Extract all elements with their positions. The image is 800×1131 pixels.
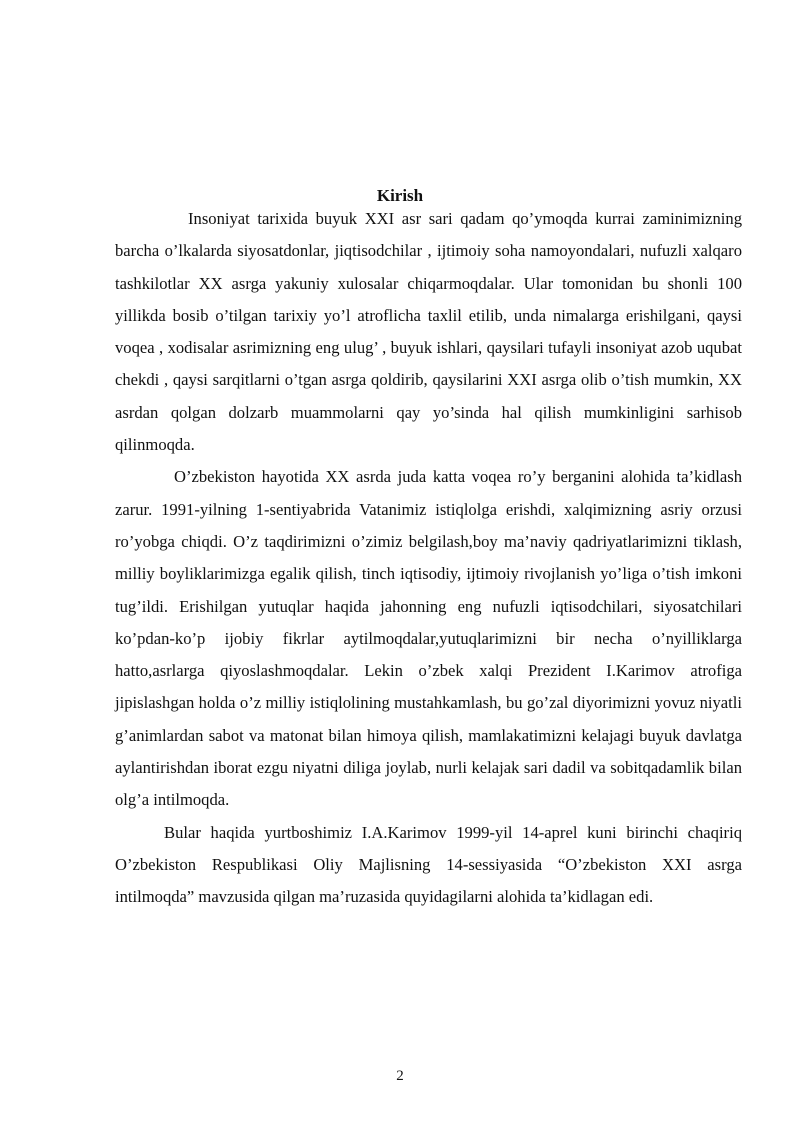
paragraph-intro: Insoniyat tarixida buyuk XXI asr sari qadam qo’ymoqda kurrai zaminimizning barcha o’lkalarda siyosatdonlar, jiqtisodchilar , ijtimoiy soha namoyondalari, nufuzli xalqaro tashkilotlar XX asrga yakuniy xulosalar chiqarmoqdalar. Ular tomonidan bu shonli 100 yillikda bosib o’tilgan tarixiy yo’l atroflicha taxlil etilib, unda nimalarga erishilgani, qaysi voqea , xodisalar asrimizning eng ulug’ , buyuk ishlari, qaysilari tufayli insoniyat azob uqubat chekdi , qaysi sarqitlarni o’tgan asrga qoldirib, qaysilarini XXI asrga olib o’tish mumkin, XX asrdan qolgan dolzarb muammolarni qay yo’sinda hal qilish mumkinligini sarhisob qilinmoqda. xyxy=(115,209,742,455)
paragraph-independence: O’zbekiston hayotida XX asrda juda katta voqea ro’y berganini alohida ta’kidlash zarur. 1991-yilning 1-sentiyabrida Vatanimiz istiqlolga erishdi, xalqimizning asriy orzusi ro’yobga chiqdi. O’z taqdirimizni o’zimiz belgilash,boy ma’naviy qadriyatlarimizni tiklash, milliy boyliklarimizga egalik qilish, tinch iqtisodiy, ijtimoiy rivojlanish yo’liga o’tish imkoni tug’ildi. Erishilgan yutuqlar haqida jahonning eng nufuzli iqtisodchilari, siyosatchilari ko’pdan-ko’p ijobiy fikrlar aytilmoqdalar,yutuqlarimizni bir necha o’nyilliklarga hatto,asrlarga qiyoslashmoqdalar. Lekin o’zbek xalqi Prezident I.Karimov atrofiga jipislashgan holda o’z milliy istiqlolining mustahkamlash, bu go’zal diyorimizni yovuz niyatli g’animlardan sabot va matonat bilan himoya qilish, mamlakatimizni kelajagi buyuk davlatga aylantirishdan iborat ezgu niyatni diliga joylab, nurli kelajak sari dadil va sobitqadamlik bilan olg’a intilmoqda. xyxy=(115,467,742,810)
page-title: Kirish xyxy=(376,186,424,205)
body-text xyxy=(115,203,742,914)
page-number: 2 xyxy=(396,1068,404,1084)
paragraph-speech: Bular haqida yurtboshimiz I.A.Karimov 1999-yil 14-aprel kuni birinchi chaqiriq O’zbekiston Respublikasi Oliy Majlisning 14-sessiyasida “O’zbekiston XXI asrga intilmoqda” mavzusida qilgan ma’ruzasida quyidagilarni alohida ta’kidlagan edi. xyxy=(115,822,742,907)
